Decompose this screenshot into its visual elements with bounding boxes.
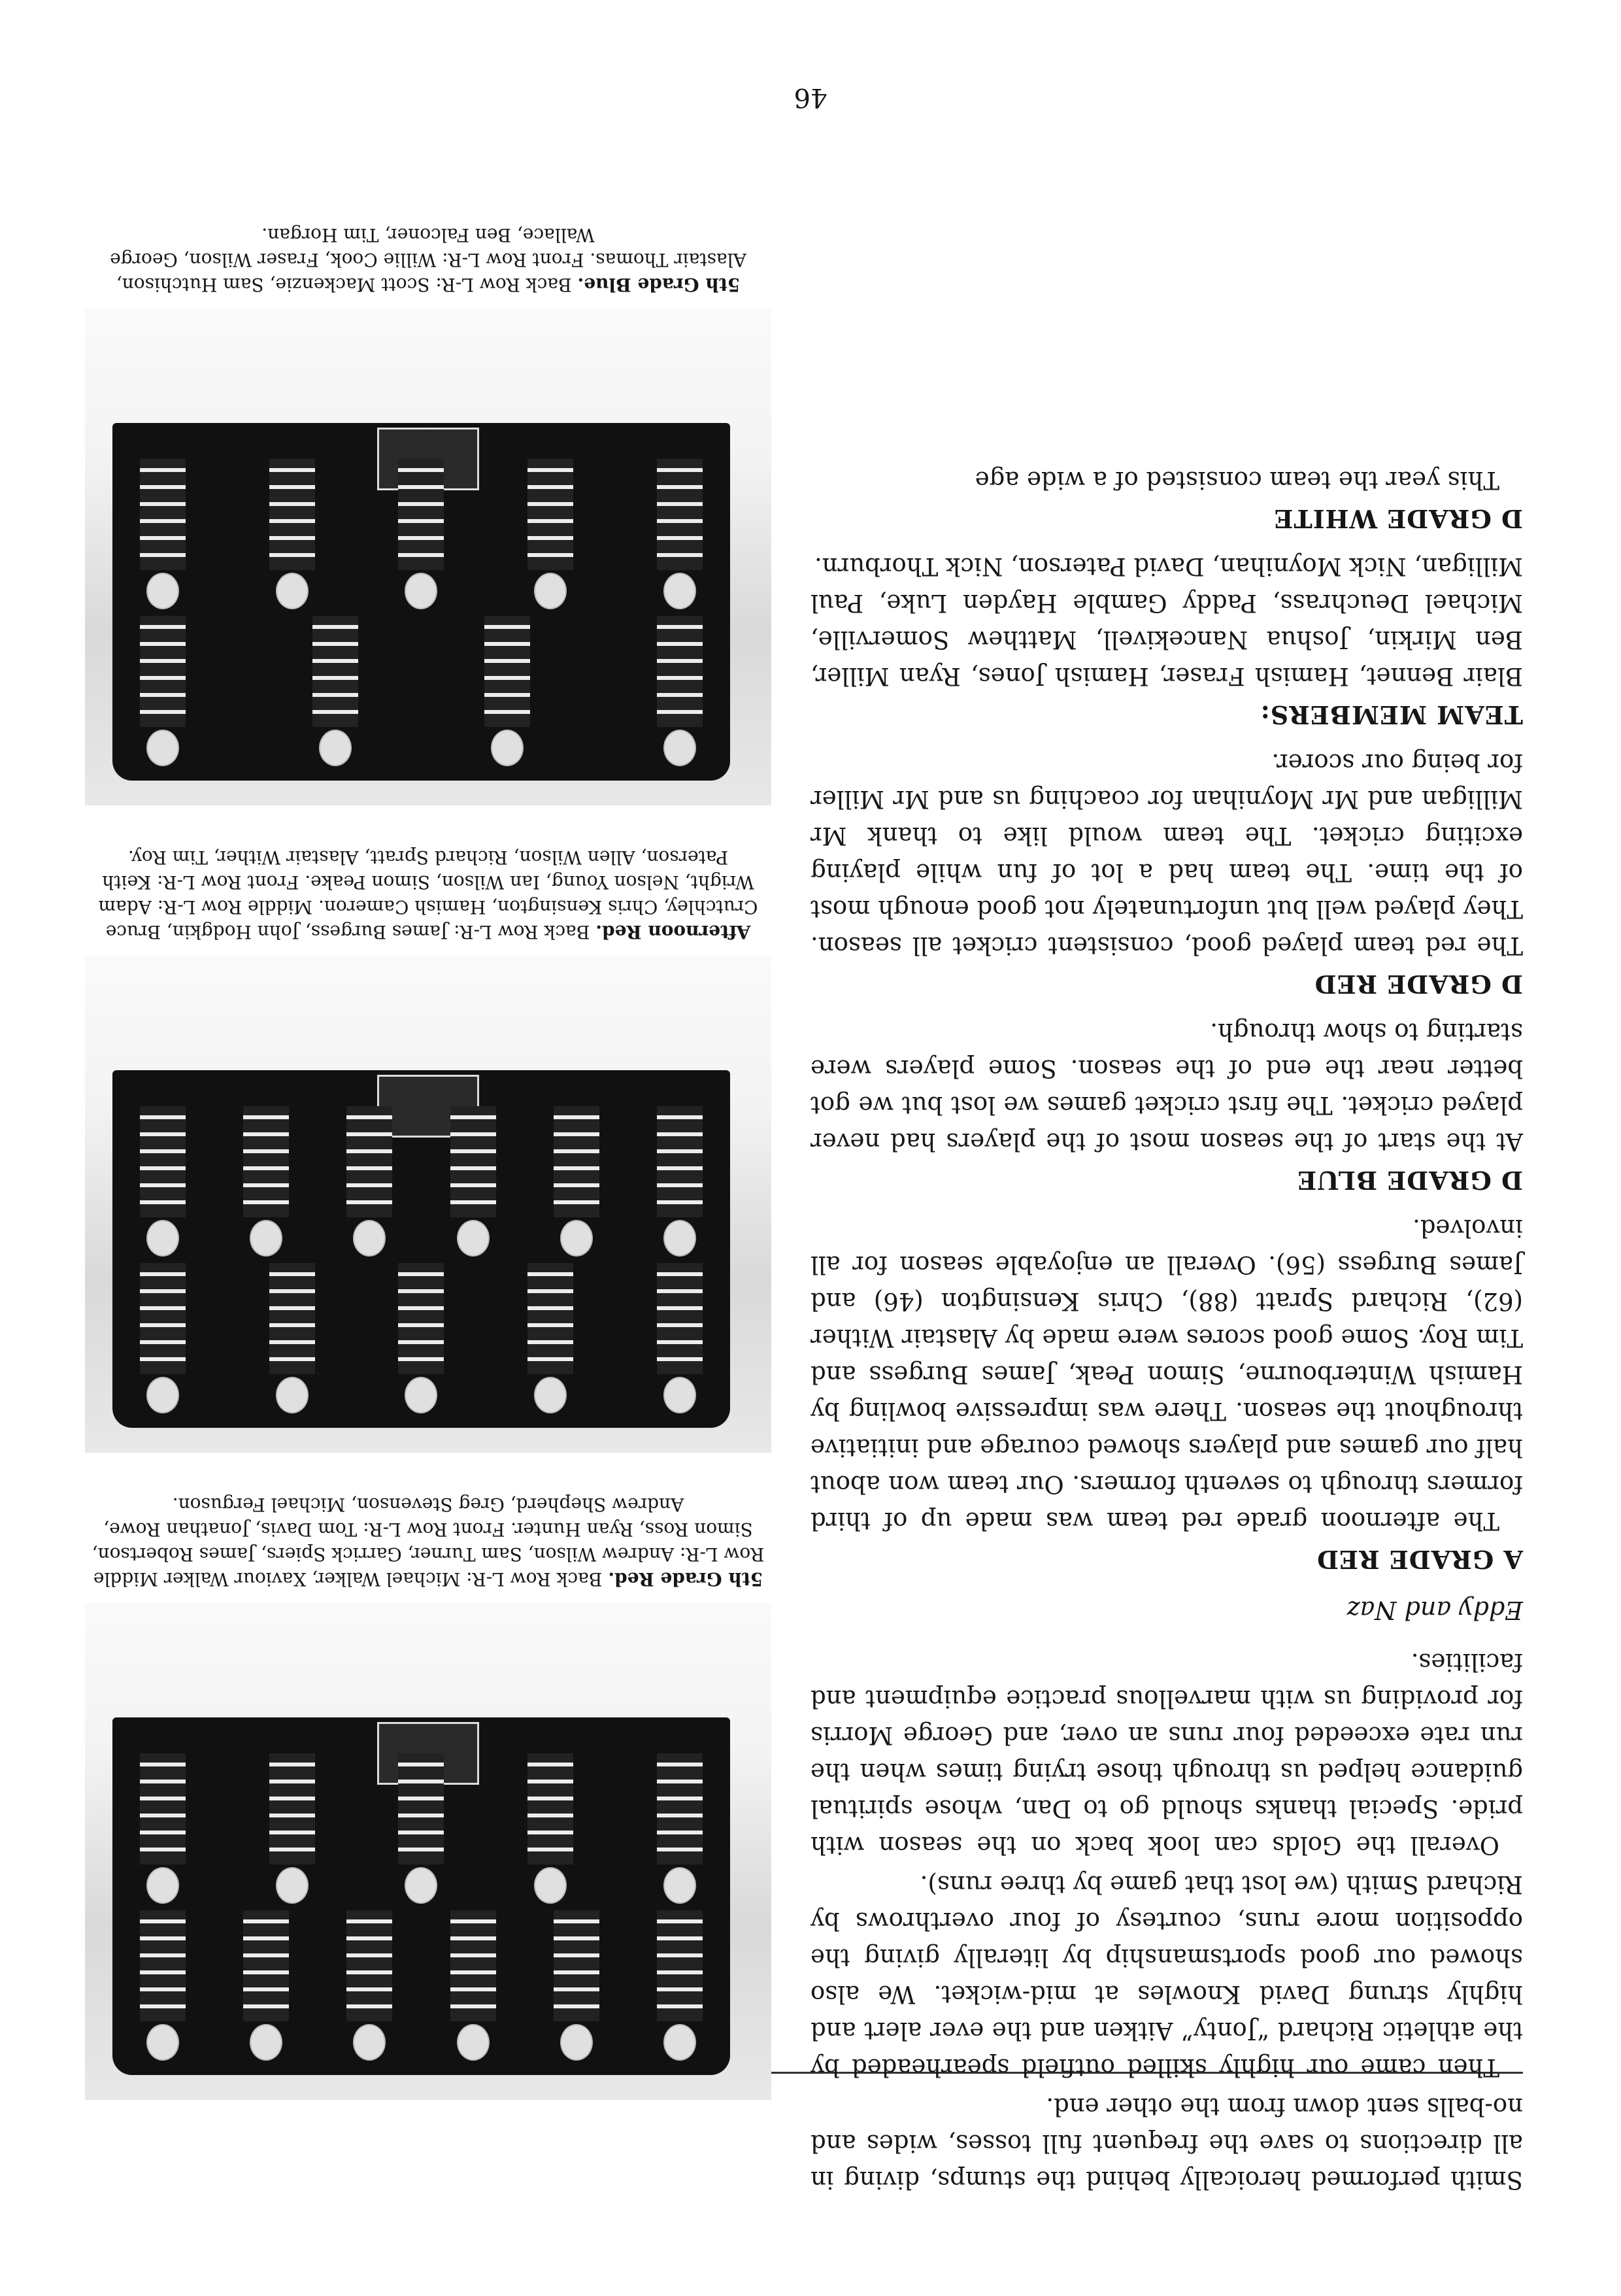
team-photo [85,956,771,1453]
signature: Eddy and Naz [1346,1596,1523,1625]
paragraph: The red team played good, consistent cricket all season. They played well but unfortunately not good enough most of the time. The team had a lot of fun while playing exciting cricket. The team would like to thank Mr Milligan and Mr Moynihan for coaching us and Mr Miller for being our scorer. [811,749,1523,960]
photo-caption: 5th Grade Red. Back Row L-R: Michael Walker, Xaviour Walker Middle Row L-R: Andrew Wilson, Sam Turner, Garrick Spiers, James Robertson, Simon Ross, Ryan Hunter. Front Row L-R: Tom Davis, Jonathan Rowe, Andrew Shepherd, Greg Stevenson, Michael Ferguson. [92,1494,765,1590]
page-number: 46 [794,82,827,112]
section-heading-d-grade-blue: D GRADE BLUE [1297,1166,1523,1195]
paragraph: The afternoon grade red team was made up of third formers through to seventh formers. Our team won about half our games and players showed courage and initiative throughout the season. There was impressive bowling by Hamish Winterbourne, Simon Peak, James Burgess and Tim Roy. Some good scores were made by Alastair Wither (62), Richard Spratt (88), Chris Kensington (46) and James Burgess (56). Overall an enjoyable season for all involved. [811,1214,1523,1535]
paragraph: Blair Bennet, Hamish Fraser, Hamish Jones, Ryan Miller, Ben Mirkin, Joshua Nancekivell, Matthew Somerville, Michael Deuchrass, Paddy Gamble Hayden Luke, Paul Milligan, Nick Moynihan, David Paterson, Nick Thorburn. [811,552,1523,690]
photo-caption: Afternoon Red. Back Row L-R: James Burgess, John Hodgkin, Bruce Crutchley, Chris Kensington, Hamish Cameron. Middle Row L-R: Adam Wright, Nelson Young, Ian Wilson, Simon Peake. Front Row L-R: Keith Paterson, Allen Wilson, Richard Spratt, Alastair Wither, Tim Roy. [98,847,758,943]
section-heading-a-grade-red: A GRADE RED [1316,1545,1523,1574]
section-heading-d-grade-red: D GRADE RED [1314,970,1523,999]
paragraph: This year the team consisted of a wide age [975,466,1499,494]
photo-caption: 5th Grade Blue. Back Row L-R: Scott Mackenzie, Sam Hutchison, Alastair Thomas. Front Row L-R: Willie Cook, Fraser Wilson, George Wallace, Ben Falconer, Tim Horgan. [110,224,746,295]
paragraph: Then came our highly skilled outfield spearheaded by the athletic Richard “Jonty” Aitken and the ever alert and highly strung David Knowles at mid-wicket. We also showed our good sportsmanship by literally giving the opposition more runs, courtesy of four overthrows by Richard Smith (we lost that game by three runs). [811,1870,1523,2082]
paragraph: At the start of the season most of the players had never played cricket. The first cricket games we lost but we got better near the end of the season. Some players were starting to show through. [811,1018,1523,1156]
team-photo [85,309,771,805]
section-heading-team-members: TEAM MEMBERS: [1260,700,1523,730]
photo-column [85,183,771,2100]
team-photo [85,1603,771,2100]
paragraph: Smith performed heroically behind the stumps, diving in all directions to save the frequent full tosses, wides and no-balls sent down from the other end. [811,2093,1523,2194]
text-column [811,459,1523,2198]
section-heading-d-grade-white: D GRADE WHITE [1273,504,1523,533]
paragraph: Overall the Golds can look back on the season with pride. Special thanks should go to Dan, whose spiritual guidance helped us through those trying times when the run rate exceeded four runs an over, and George Morris for providing us with marvellous practice equipment and facilities. [811,1648,1523,1859]
